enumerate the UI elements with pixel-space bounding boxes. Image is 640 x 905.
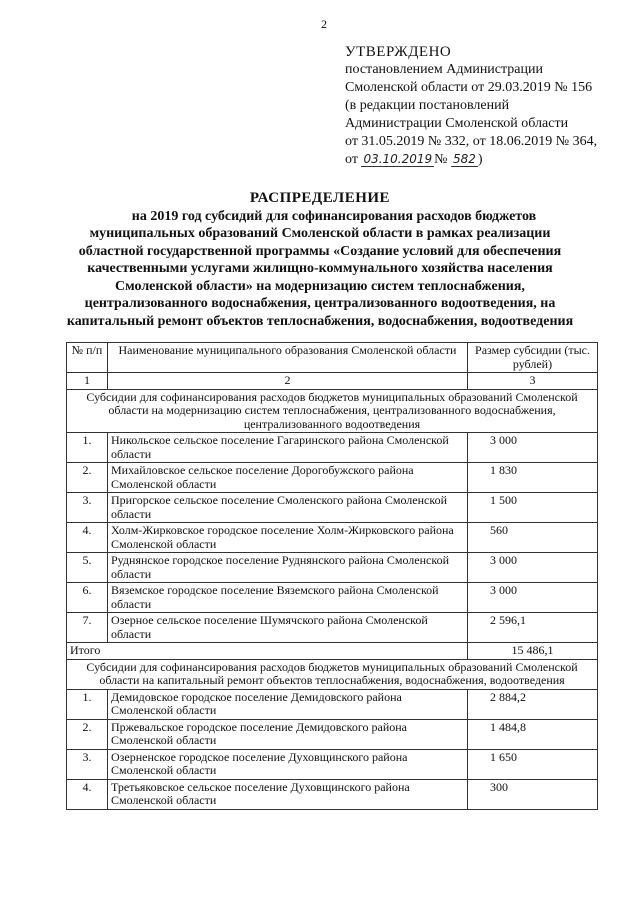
row-number: 1. xyxy=(67,689,108,719)
section-header-row xyxy=(67,659,598,689)
table-row xyxy=(67,463,598,493)
row-amount: 1 484,8 xyxy=(468,719,598,749)
row-name: Озерненское городское поселение Духовщинского района Смоленской области xyxy=(108,749,468,779)
section-title: Субсидии для софинансирования расходов бюджетов муниципальных образований Смоленской области на модернизацию систем теплоснабжения, централизованного водоснабжения, централизованного водоотведения xyxy=(67,389,598,433)
row-number: 3. xyxy=(67,749,108,779)
title-line: на 2019 год субсидий для софинансирования расходов бюджетов xyxy=(131,208,537,224)
row-number: 5. xyxy=(67,553,108,583)
numbering-cell: 2 xyxy=(108,373,468,390)
table-row xyxy=(67,553,598,583)
row-amount: 300 xyxy=(468,779,598,809)
total-value: 15 486,1 xyxy=(468,643,598,660)
row-name: Демидовское городское поселение Демидовского района Смоленской области xyxy=(108,689,468,719)
row-name: Никольское сельское поселение Гагаринского района Смоленской области xyxy=(108,433,468,463)
section-title: Субсидии для софинансирования расходов бюджетов муниципальных образований Смоленской области на капитальный ремонт объектов теплоснабжения, водоснабжения, водоотведения xyxy=(67,659,598,689)
row-name: Холм-Жирковское городское поселение Холм-Жирковского района Смоленской области xyxy=(108,523,468,553)
total-label: Итого xyxy=(67,643,468,660)
row-number: 4. xyxy=(67,779,108,809)
table-row xyxy=(67,749,598,779)
approval-heading: УТВЕРЖДЕНО xyxy=(345,44,452,60)
row-amount: 560 xyxy=(468,523,598,553)
table-row xyxy=(67,613,598,643)
header-number: № п/п xyxy=(67,343,108,373)
title-line: Смоленской области» на модернизацию систем теплоснабжения, xyxy=(115,278,525,294)
row-name: Руднянское городское поселение Руднянского района Смоленской области xyxy=(108,553,468,583)
header-name: Наименование муниципального образования Смоленской области xyxy=(108,343,468,373)
table-row xyxy=(67,493,598,523)
row-number: 2. xyxy=(67,463,108,493)
row-amount: 1 830 xyxy=(468,463,598,493)
approval-last-line xyxy=(345,151,635,169)
title-line: качественными услугами жилищно-коммунального хозяйства населения xyxy=(87,261,553,276)
number-sign: № xyxy=(434,152,448,167)
title-line: муниципальных образований Смоленской области в рамках реализации xyxy=(89,226,551,241)
approval-line: Администрации Смоленской области xyxy=(345,116,569,131)
table-header-row xyxy=(67,343,598,373)
row-number: 2. xyxy=(67,719,108,749)
title-line: капитальный ремонт объектов теплоснабжения, водоснабжения, водоотведения xyxy=(66,313,574,329)
approval-last-prefix: от xyxy=(345,152,358,167)
title-main: РАСПРЕДЕЛЕНИЕ xyxy=(249,190,391,206)
title-line: централизованного водоснабжения, централизованного водоотведения, на xyxy=(84,296,556,311)
section-header-row xyxy=(67,389,598,433)
row-number: 1. xyxy=(67,433,108,463)
page-number: 2 xyxy=(321,17,327,31)
handwritten-number: 582 xyxy=(453,152,476,166)
approval-line: Смоленской области от 29.03.2019 № 156 xyxy=(345,80,593,95)
table-numbering-row xyxy=(67,373,598,390)
section1-rows xyxy=(67,433,598,643)
row-amount: 1 500 xyxy=(468,493,598,523)
approval-line: постановлением Администрации xyxy=(345,62,543,77)
document-title xyxy=(14,190,626,330)
row-amount: 3 000 xyxy=(468,583,598,613)
approval-line: от 31.05.2019 № 332, от 18.06.2019 № 364, xyxy=(345,134,598,149)
table-row xyxy=(67,779,598,809)
numbering-cell: 1 xyxy=(67,373,108,390)
row-amount: 3 000 xyxy=(468,553,598,583)
table-row xyxy=(67,689,598,719)
row-number: 4. xyxy=(67,523,108,553)
row-name: Михайловское сельское поселение Дорогобужского района Смоленской области xyxy=(108,463,468,493)
row-amount: 2 884,2 xyxy=(468,689,598,719)
closing-paren: ) xyxy=(477,152,483,167)
row-number: 7. xyxy=(67,613,108,643)
table-row xyxy=(67,523,598,553)
row-name: Третьяковское сельское поселение Духовщинского района Смоленской области xyxy=(108,779,468,809)
row-name: Вяземское городское поселение Вяземского района Смоленской области xyxy=(108,583,468,613)
row-name: Озерное сельское поселение Шумячского района Смоленской области xyxy=(108,613,468,643)
subsidy-table xyxy=(66,342,598,810)
table-row xyxy=(67,719,598,749)
approval-line: (в редакции постановлений xyxy=(345,98,510,113)
row-amount: 3 000 xyxy=(468,433,598,463)
table-row xyxy=(67,583,598,613)
header-amount: Размер субсидии (тыс. рублей) xyxy=(468,343,598,373)
title-line: областной государственной программы «Создание условий для обеспечения xyxy=(78,243,562,259)
row-number: 6. xyxy=(67,583,108,613)
handwritten-date: 03.10.2019 xyxy=(363,152,433,166)
row-name: Пригорское сельское поселение Смоленского района Смоленской области xyxy=(108,493,468,523)
row-amount: 1 650 xyxy=(468,749,598,779)
row-amount: 2 596,1 xyxy=(468,613,598,643)
section2-rows xyxy=(67,689,598,809)
row-name: Пржевальское городское поселение Демидовского района Смоленской области xyxy=(108,719,468,749)
approval-block xyxy=(345,43,635,169)
row-number: 3. xyxy=(67,493,108,523)
table-row xyxy=(67,433,598,463)
numbering-cell: 3 xyxy=(468,373,598,390)
total-row xyxy=(67,643,598,660)
